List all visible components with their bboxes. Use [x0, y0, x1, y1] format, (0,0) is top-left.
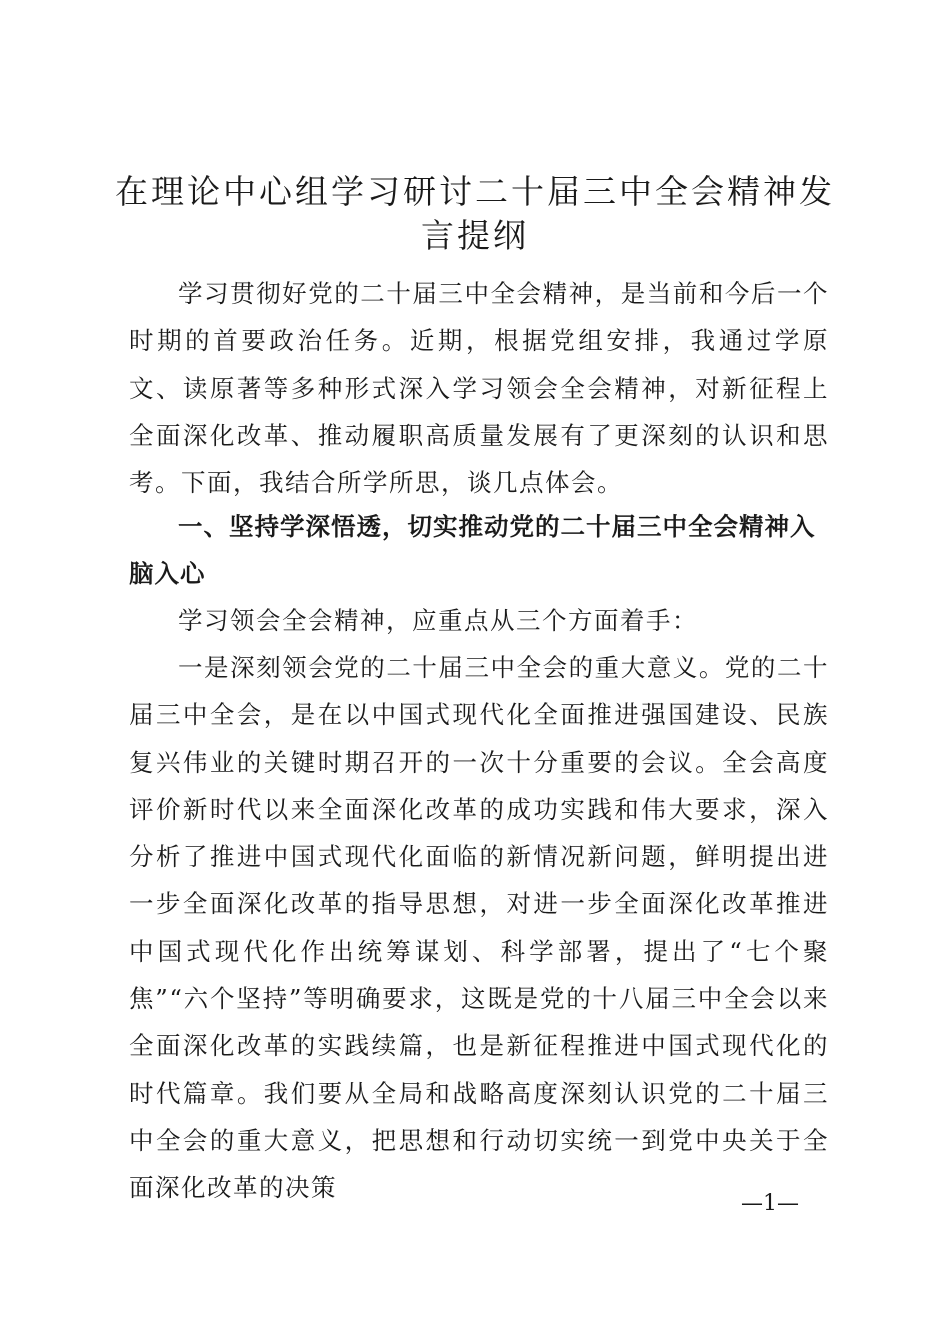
- intro-paragraph: 学习贯彻好党的二十届三中全会精神，是当前和今后一个时期的首要政治任务。近期，根据党组安排，我通过学原文、读原著等多种形式深入学习领会全会精神，对新征程上全面深化改革、推动履职高质量发展有了更深刻的认识和思考。下面，我结合所学所思，谈几点体会。: [129, 279, 829, 498]
- document-title: 在理论中心组学习研讨二十届三中全会精神发言提纲: [115, 172, 835, 255]
- section-heading-1: 一、坚持学深悟透，切实推动党的二十届三中全会精神入脑入心: [129, 512, 816, 589]
- point-one-paragraph: 一是深刻领会党的二十届三中全会的重大意义。党的二十届三中全会，是在以中国式现代化全面推进强国建设、民族复兴伟业的关键时期召开的一次十分重要的会议。全会高度评价新时代以来全面深化改革的成功实践和伟大要求，深入分析了推进中国式现代化面临的新情况新问题，鲜明提出进一步全面深化改革的指导思想，对进一步全面深化改革推进中国式现代化作出统筹谋划、科学部署，提出了“七个聚焦”“六个坚持”等明确要求，这既是党的十八届三中全会以来全面深化改革的实践续篇，也是新征程推进中国式现代化的时代篇章。我们要从全局和战略高度深刻认识党的二十届三中全会的重大意义，把思想和行动切实统一到党中央关于全面深化改革的决策: [129, 653, 829, 1203]
- page-number: —1—: [741, 1191, 799, 1216]
- lead-paragraph: 学习领会全会精神，应重点从三个方面着手：: [178, 606, 698, 635]
